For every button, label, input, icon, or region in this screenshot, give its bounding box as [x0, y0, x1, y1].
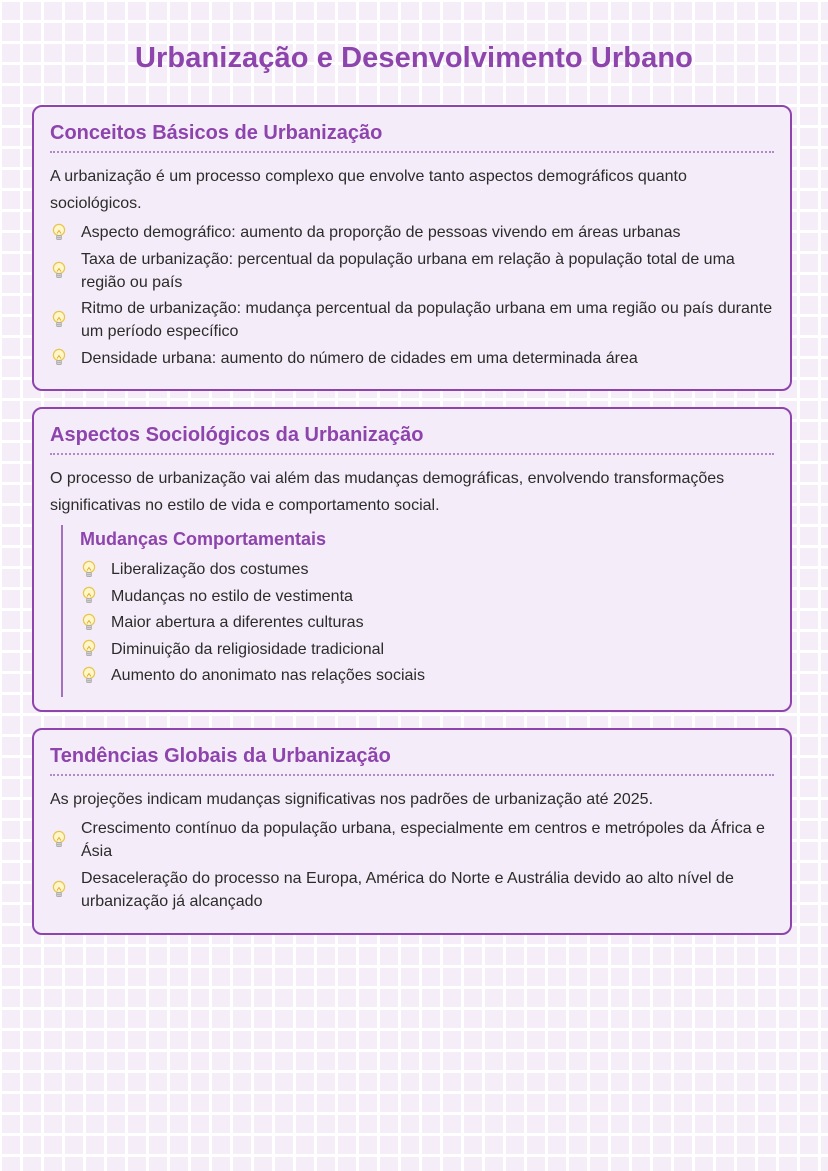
- list-item-text: Desaceleração do processo na Europa, América do Norte e Austrália devido ao alto nível de urbanização já alcançado: [81, 869, 734, 910]
- list-item: [50, 817, 774, 863]
- bullet-list: [80, 558, 774, 687]
- light-bulb-icon: [52, 348, 66, 368]
- list-item: [50, 347, 774, 370]
- list-item-text: Taxa de urbanização: percentual da população urbana em relação à população total de uma região ou país: [81, 250, 735, 291]
- bullet-list: [50, 221, 774, 370]
- page-title: Urbanização e Desenvolvimento Urbano: [135, 42, 693, 74]
- list-item: [50, 248, 774, 294]
- bullet-list: [50, 817, 774, 913]
- section-intro: As projeções indicam mudanças significativas nos padrões de urbanização até 2025.: [50, 791, 654, 808]
- list-item-text: Liberalização dos costumes: [111, 561, 309, 578]
- light-bulb-icon: [82, 666, 96, 686]
- list-item-text: Mudanças no estilo de vestimenta: [111, 587, 353, 605]
- light-bulb-icon: [52, 310, 66, 330]
- section-intro: O processo de urbanização vai além das mudanças demográficas, envolvendo transformações significativas no estilo de vida e comportamento social.: [50, 470, 725, 514]
- section-card-basic-concepts: [32, 105, 792, 391]
- list-item-text: Maior abertura a diferentes culturas: [111, 614, 364, 632]
- section-heading: Tendências Globais da Urbanização: [50, 745, 774, 776]
- list-item: [50, 221, 774, 244]
- list-item: [80, 585, 774, 608]
- light-bulb-icon: [52, 223, 66, 243]
- list-item: [80, 558, 774, 581]
- light-bulb-icon: [52, 261, 66, 281]
- light-bulb-icon: [82, 560, 96, 580]
- list-item-text: Aumento do anonimato nas relações sociais: [111, 667, 425, 685]
- list-item-text: Ritmo de urbanização: mudança percentual da população urbana em uma região ou país durante um período específico: [81, 300, 773, 340]
- list-item: [80, 664, 774, 687]
- subsection-heading: Mudanças Comportamentais: [80, 529, 327, 549]
- list-item: [50, 867, 774, 913]
- section-intro: A urbanização é um processo complexo que envolve tanto aspectos demográficos quanto sociológicos.: [50, 168, 687, 212]
- light-bulb-icon: [52, 830, 66, 850]
- section-heading: Aspectos Sociológicos da Urbanização: [50, 424, 774, 455]
- light-bulb-icon: [52, 880, 66, 900]
- list-item: [50, 297, 774, 343]
- light-bulb-icon: [82, 613, 96, 633]
- section-heading: Conceitos Básicos de Urbanização: [50, 122, 774, 153]
- section-card-sociological-aspects: [32, 407, 792, 712]
- light-bulb-icon: [82, 639, 96, 659]
- list-item: [80, 638, 774, 661]
- light-bulb-icon: [82, 586, 96, 606]
- subsection-behavioral-changes: [61, 525, 774, 697]
- list-item: [80, 611, 774, 634]
- list-item-text: Aspecto demográfico: aumento da proporção de pessoas vivendo em áreas urbanas: [81, 224, 681, 241]
- list-item-text: Crescimento contínuo da população urbana, especialmente em centros e metrópoles da África e Ásia: [81, 820, 765, 860]
- list-item-text: Densidade urbana: aumento do número de cidades em uma determinada área: [81, 349, 638, 367]
- section-card-global-trends: [32, 728, 792, 935]
- list-item-text: Diminuição da religiosidade tradicional: [111, 640, 385, 658]
